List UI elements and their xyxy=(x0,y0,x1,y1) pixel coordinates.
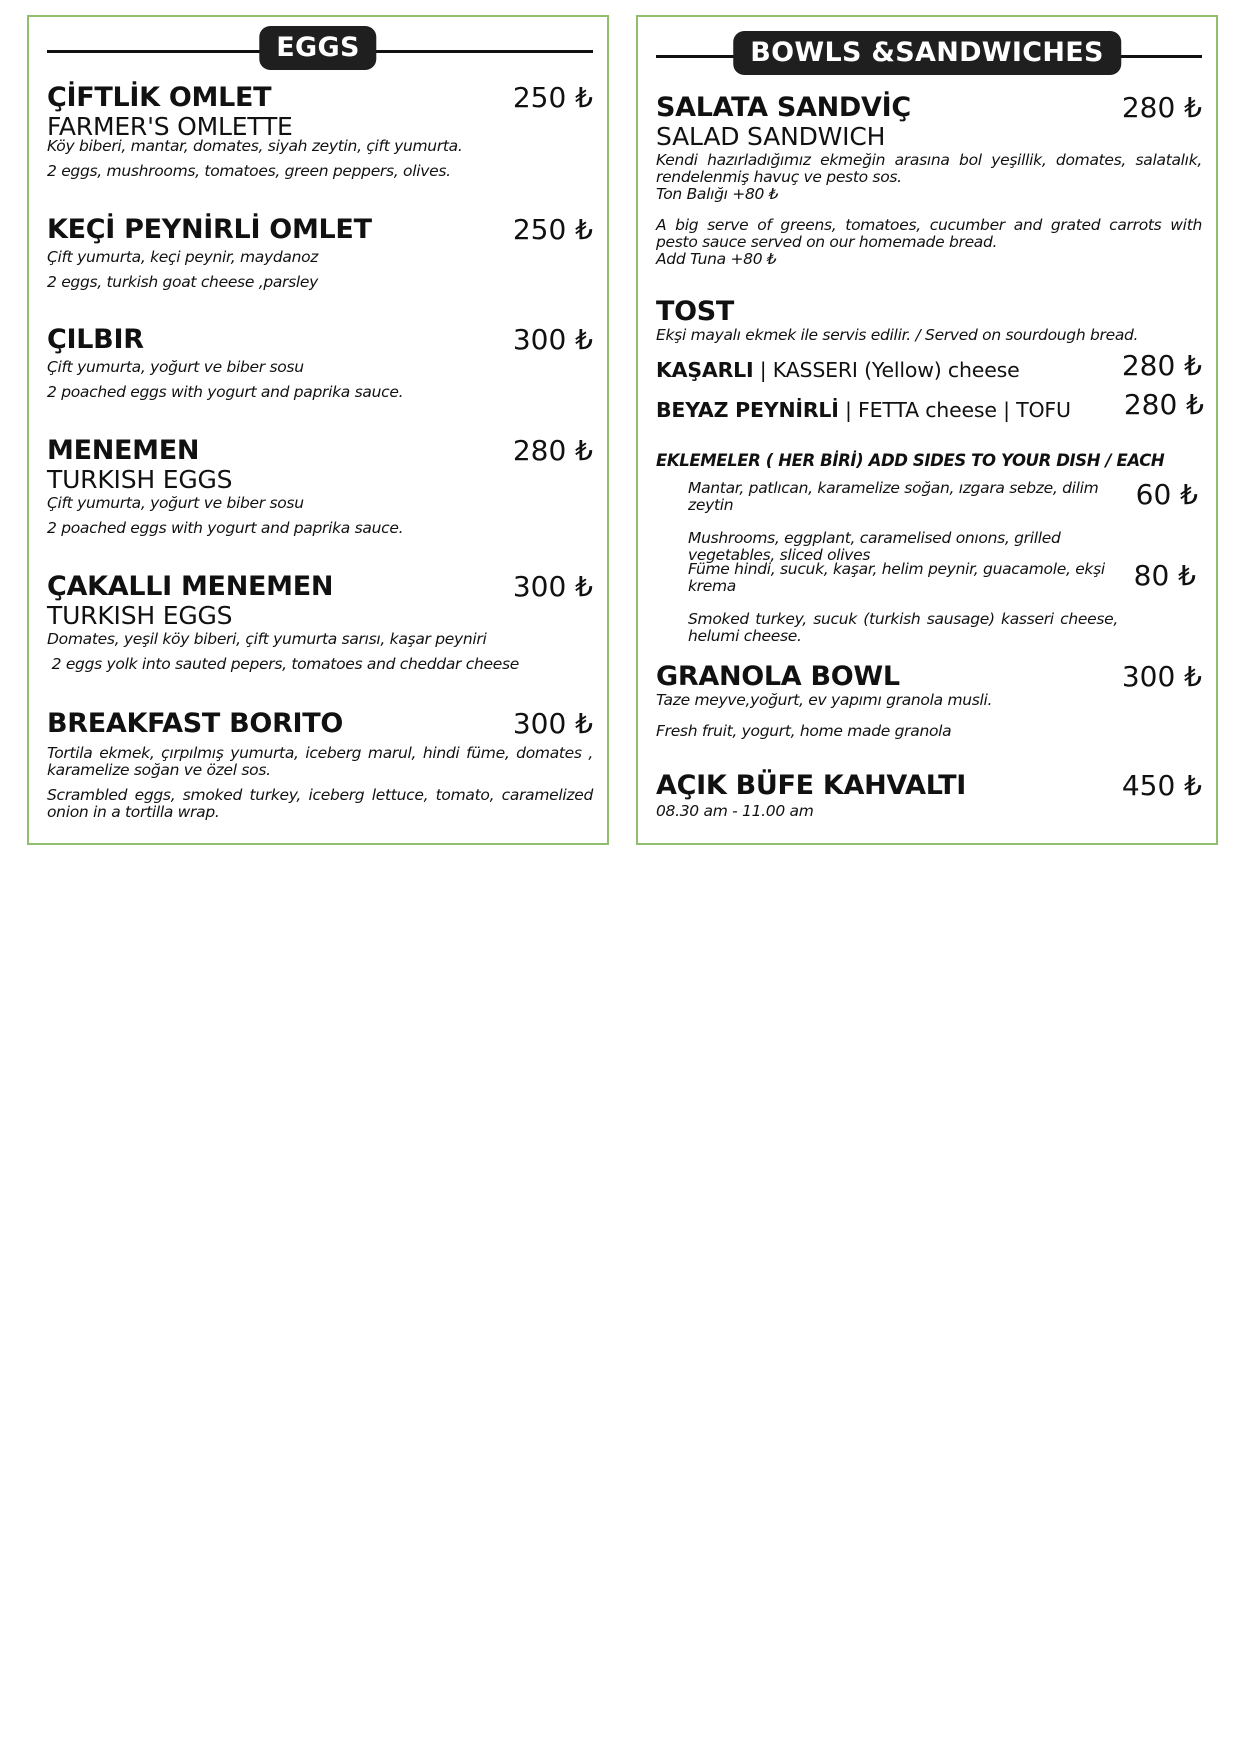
menu-item-granola-bowl xyxy=(656,662,1202,740)
item-subtitle: SALAD SANDWICH xyxy=(656,122,886,151)
item-desc-tr: Çift yumurta, yoğurt ve biber sosu xyxy=(47,358,304,376)
extras-en: Smoked turkey, sucuk (turkish sausage) kasseri cheese, helumi cheese. xyxy=(688,610,1118,645)
menu-item-breakfast-borito xyxy=(47,709,593,821)
item-price: 280 ₺ xyxy=(1121,91,1202,124)
item-desc-tr: Köy biberi, mantar, domates, siyah zeytin, çift yumurta. xyxy=(47,137,463,155)
item-desc-en: Fresh fruit, yogurt, home made granola xyxy=(656,722,952,740)
item-addon-tr: Ton Balığı +80 ₺ xyxy=(656,185,779,203)
item-price: 250 ₺ xyxy=(512,81,593,114)
eggs-section xyxy=(27,15,609,845)
item-subtitle: FARMER'S OMLETTE xyxy=(47,112,293,141)
item-desc-en: 2 poached eggs with yogurt and paprika sauce. xyxy=(47,383,404,401)
menu-item-ciftlik-omlet xyxy=(47,83,593,180)
item-desc-en: Scrambled eggs, smoked turkey, iceberg lettuce, tomato, caramelized onion in a tortilla wrap. xyxy=(47,786,593,821)
tost-option-kasarli xyxy=(656,349,1202,383)
item-hours: 08.30 am - 11.00 am xyxy=(656,802,814,820)
item-name: ÇILBIR xyxy=(47,324,144,355)
extras-tr: Füme hindi, sucuk, kaşar, helim peynir, guacamole, ekşi krema xyxy=(688,560,1105,595)
bowls-sandwiches-section xyxy=(636,15,1218,845)
item-name: KEÇİ PEYNİRLİ OMLET xyxy=(47,214,372,245)
extras-en: Mushrooms, eggplant, caramelised onıons, grilled vegetables, sliced olives xyxy=(688,529,1061,564)
item-desc-tr: Çift yumurta, yoğurt ve biber sosu xyxy=(47,494,304,512)
item-desc-en: 2 eggs, mushrooms, tomatoes, green peppers, olives. xyxy=(47,162,451,180)
menu-item-cakalli-menemen xyxy=(47,572,593,673)
option-name: BEYAZ PEYNİRLİ xyxy=(656,398,839,422)
extras-heading xyxy=(656,451,1202,471)
extras-tr: Mantar, patlıcan, karamelize soğan, ızgara sebze, dilim zeytin xyxy=(688,479,1099,514)
option-price: 280 ₺ xyxy=(1121,349,1202,382)
menu-item-tost xyxy=(656,297,1202,344)
extras-title: EKLEMELER ( HER BİRİ) ADD SIDES TO YOUR DISH / EACH xyxy=(656,451,1165,470)
extras-price: 80 ₺ xyxy=(1133,559,1196,592)
menu-item-keci-peynirli-omlet xyxy=(47,215,593,291)
item-price: 300 ₺ xyxy=(1121,660,1202,693)
item-desc-tr: Domates, yeşil köy biberi, çift yumurta sarısı, kaşar peyniri xyxy=(47,630,487,648)
item-desc-tr: Kendi hazırladığımız ekmeğin arasına bol yeşillik, domates, salatalık, rendelenmiş havuç ve pesto sos. xyxy=(656,151,1202,186)
menu-item-menemen xyxy=(47,436,593,537)
option-price: 280 ₺ xyxy=(1123,388,1204,421)
extras-group-2 xyxy=(688,561,1202,645)
item-price: 450 ₺ xyxy=(1121,769,1202,802)
item-name: ÇİFTLİK OMLET xyxy=(47,82,272,113)
item-price: 300 ₺ xyxy=(512,570,593,603)
item-name: TOST xyxy=(656,296,735,327)
item-desc-tr: Taze meyve,yoğurt, ev yapımı granola musli. xyxy=(656,691,993,709)
menu-item-cilbir xyxy=(47,325,593,401)
item-desc-tr: Tortila ekmek, çırpılmış yumurta, iceberg marul, hindi füme, domates , karamelize soğan ve özel sos. xyxy=(47,744,593,779)
item-desc: Ekşi mayalı ekmek ile servis edilir. / Served on sourdough bread. xyxy=(656,326,1139,344)
item-desc-en: A big serve of greens, tomatoes, cucumber and grated carrots with pesto sauce served on our homemade bread. xyxy=(656,216,1202,251)
extras-group-1 xyxy=(688,480,1202,564)
item-desc-en: 2 eggs, turkish goat cheese ,parsley xyxy=(47,273,319,291)
item-name: AÇIK BÜFE KAHVALTI xyxy=(656,770,967,801)
item-price: 280 ₺ xyxy=(512,434,593,467)
menu-item-salata-sandvic xyxy=(656,93,1202,268)
item-name: MENEMEN xyxy=(47,435,200,466)
item-desc-en: 2 eggs yolk into sauted pepers, tomatoes and cheddar cheese xyxy=(47,655,519,673)
tost-option-beyaz-peynirli xyxy=(656,388,1204,423)
item-desc-en: 2 poached eggs with yogurt and paprika sauce. xyxy=(47,519,404,537)
item-price: 300 ₺ xyxy=(512,323,593,356)
option-detail: | FETTA cheese | TOFU xyxy=(838,398,1071,422)
option-name: KAŞARLI xyxy=(656,358,754,382)
eggs-section-title: EGGS xyxy=(259,26,376,70)
item-subtitle: TURKISH EGGS xyxy=(47,601,233,630)
item-price: 300 ₺ xyxy=(512,707,593,740)
menu-item-acik-bufe-kahvalti xyxy=(656,771,1202,820)
item-name: SALATA SANDVİÇ xyxy=(656,92,911,123)
item-name: GRANOLA BOWL xyxy=(656,661,900,692)
bowls-section-title: BOWLS &SANDWICHES xyxy=(733,31,1121,75)
item-price: 250 ₺ xyxy=(512,213,593,246)
item-desc-tr: Çift yumurta, keçi peynir, maydanoz xyxy=(47,248,319,266)
item-name: BREAKFAST BORITO xyxy=(47,708,344,739)
item-subtitle: TURKISH EGGS xyxy=(47,465,233,494)
item-name: ÇAKALLI MENEMEN xyxy=(47,571,334,602)
extras-price: 60 ₺ xyxy=(1135,478,1198,511)
item-addon-en: Add Tuna +80 ₺ xyxy=(656,250,777,268)
option-detail: | KASSERI (Yellow) cheese xyxy=(753,358,1020,382)
